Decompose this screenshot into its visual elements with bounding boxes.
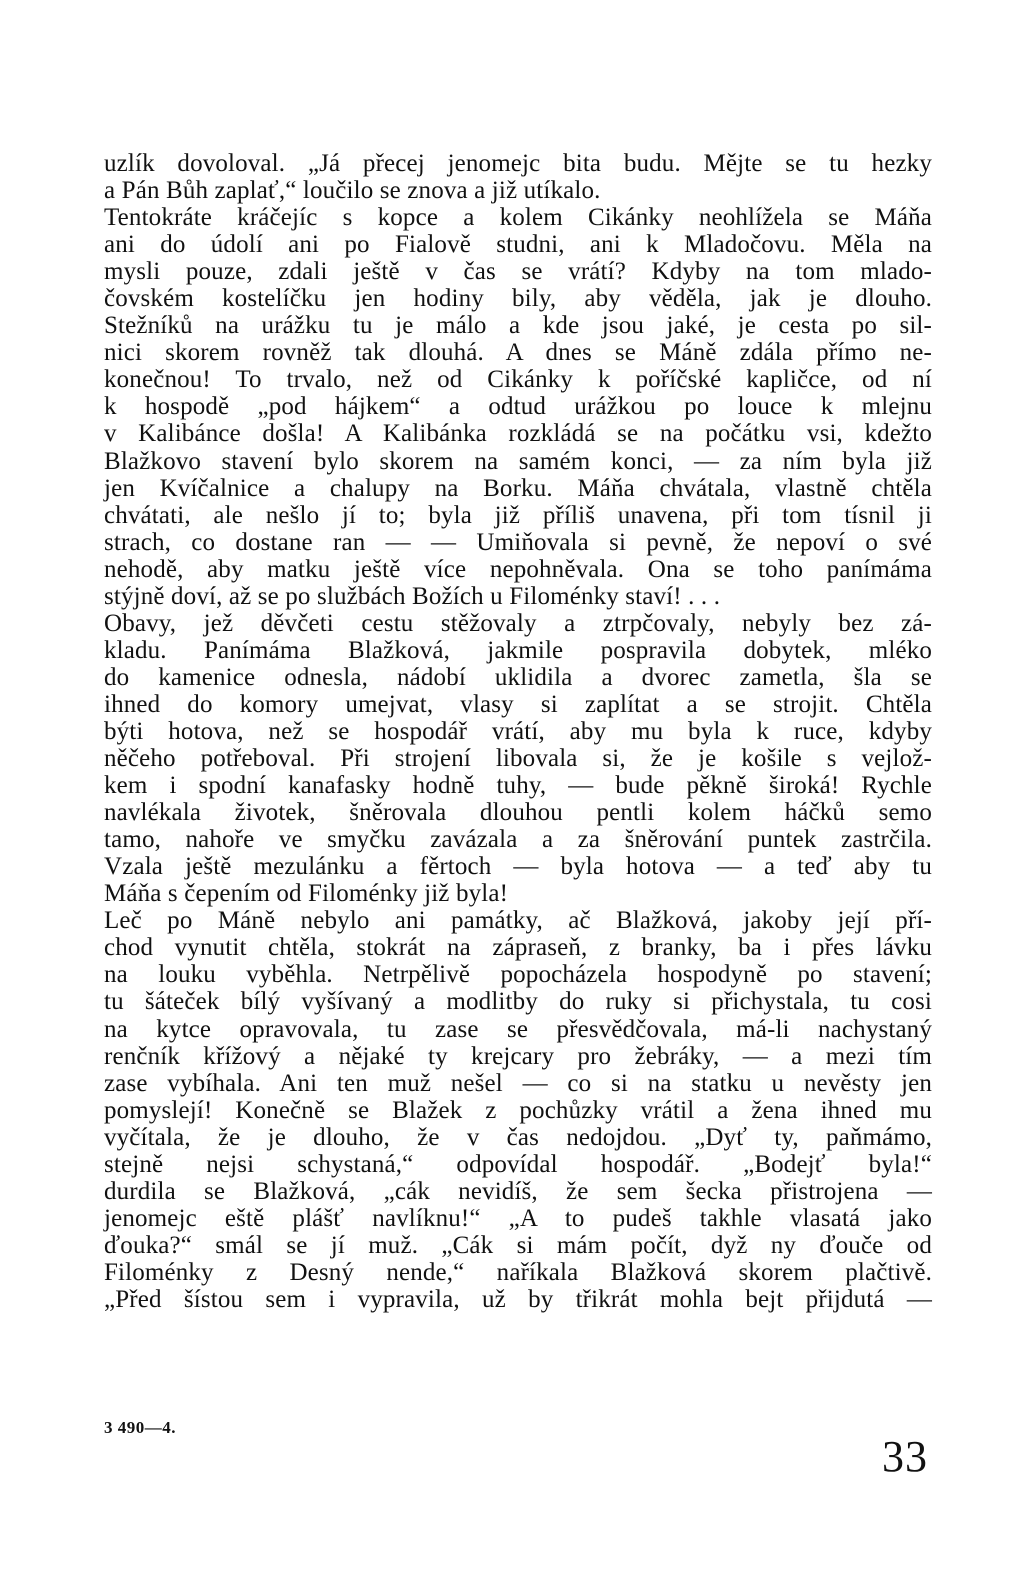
text-line: tamo, nahoře ve smyčku zavázala a za šněrování puntek zastrčila. [104,826,932,854]
printer-signature: 3 490—4. [104,1418,176,1437]
text-line: ani do údolí ani po Fialově studni, ani k Mladočovu. Měla na [104,231,932,259]
body-text [104,150,932,1313]
text-line: chvátati, ale nešlo jí to; byla již příliš unavena, při tom tísnil ji [104,501,932,529]
text-line: a Pán Bůh zaplať,“ loučilo se znova a již utíkalo. [104,177,601,205]
text-line: chod vynutit chtěla, stokrát na zápraseň, z branky, ba i přes lávku [104,934,932,962]
text-line: mysli pouze, zdali ještě v čas se vrátí? Kdyby na tom mlado- [104,258,932,286]
text-line: Filoménky z Desný nende,“ naříkala Blažková skorem plačtivě. [104,1258,932,1286]
text-line: ďouka?“ smál se jí muž. „Cák si mám počít, dyž ny ďouče od [104,1231,932,1259]
text-line: Leč po Máně nebylo ani památky, ač Blažková, jakoby její pří- [104,907,932,935]
text-line: něčeho potřeboval. Při strojení libovala si, že je košile s vejlož- [104,745,932,773]
text-line: býti hotova, než se hospodář vrátí, aby mu byla k ruce, kdyby [104,717,932,745]
page-number: 33 [882,1432,928,1481]
text-line: kladu. Panímáma Blažková, jakmile pospravila dobytek, mléko [104,636,932,664]
text-line: Obavy, jež děvčeti cestu stěžovaly a ztrpčovaly, nebyly bez zá- [104,609,932,637]
text-line: stejně nejsi schystaná,“ odpovídal hospodář. „Bodejť byla!“ [104,1150,932,1178]
text-line: Stežníků na urážku tu je málo a kde jsou jaké, je cesta po sil- [104,312,932,340]
text-line: stýjně doví, až se po službách Božích u Filoménky staví! . . . [104,582,721,610]
text-line: durdila se Blažková, „cák nevidíš, že sem šecka přistrojena — [104,1177,932,1205]
text-line: na louku vyběhla. Netrpělivě popocházela hospodyně po stavení; [104,961,932,989]
text-line: zase vybíhala. Ani ten muž nešel — co si na statku u nevěsty jen [104,1069,932,1097]
text-line: „Před šístou sem i vypravila, už by třikrát mohla bejt přijdutá — [104,1285,932,1313]
text-line: čovském kostelíčku jen hodiny bily, aby věděla, jak je dlouho. [104,285,932,313]
text-line: Vzala ještě mezulánku a fěrtoch — byla hotova — a teď aby tu [104,853,932,881]
text-line: uzlík dovoloval. „Já přecej jenomejc bita budu. Mějte se tu hezky [104,150,932,177]
text-line: strach, co dostane ran — — Umiňovala si pevně, že nepoví o své [104,528,932,556]
text-line: jen Kvíčalnice a chalupy na Borku. Máňa chvátala, vlastně chtěla [104,474,932,502]
text-line: nehodě, aby matku ještě více nepohněvala. Ona se toho panímáma [104,555,932,583]
text-line: renčník křížový a nějaké ty krejcary pro žebráky, — a mezi tím [104,1042,932,1070]
text-line: do kamenice odnesla, nádobí uklidila a dvorec zametla, šla se [104,663,932,691]
text-line: nici skorem rovněž tak dlouhá. A dnes se Máně zdála přímo ne- [104,339,932,367]
text-line: na kytce opravovala, tu zase se přesvědčovala, má-li nachystaný [104,1015,932,1043]
text-line: Tentokráte kráčejíc s kopce a kolem Cikánky neohlížela se Máňa [104,204,932,232]
text-line: k hospodě „pod hájkem“ a odtud urážkou po louce k mlejnu [104,393,932,421]
text-line: Blažkovo stavení bylo skorem na samém konci, — za ním byla již [104,447,932,475]
text-line: v Kalibánce došla! A Kalibánka rozkládá se na počátku vsi, kdežto [104,420,932,448]
text-line: kem i spodní kanafasky hodně tuhy, — bude pěkně široká! Rychle [104,772,932,800]
text-line: konečnou! To trvalo, než od Cikánky k poříčské kapličce, od ní [104,366,932,394]
text-line: ihned do komory umejvat, vlasy si zaplítat a se strojit. Chtěla [104,690,932,718]
text-line: vyčítala, že je dlouho, že v čas nedojdou. „Dyť ty, paňmámo, [104,1123,932,1151]
text-line: pomyslejí! Konečně se Blažek z pochůzky vrátil a žena ihned mu [104,1096,932,1124]
text-line: jenomejc eště plášť navlíknu!“ „A to pudeš takhle vlasatá jako [104,1204,932,1232]
text-line: Máňa s čepením od Filoménky již byla! [104,880,509,908]
text-line: navlékala životek, šněrovala dlouhou pentli kolem háčků semo [104,799,932,827]
text-line: tu šáteček bílý vyšívaný a modlitby do ruky si přichystala, tu cosi [104,988,932,1016]
